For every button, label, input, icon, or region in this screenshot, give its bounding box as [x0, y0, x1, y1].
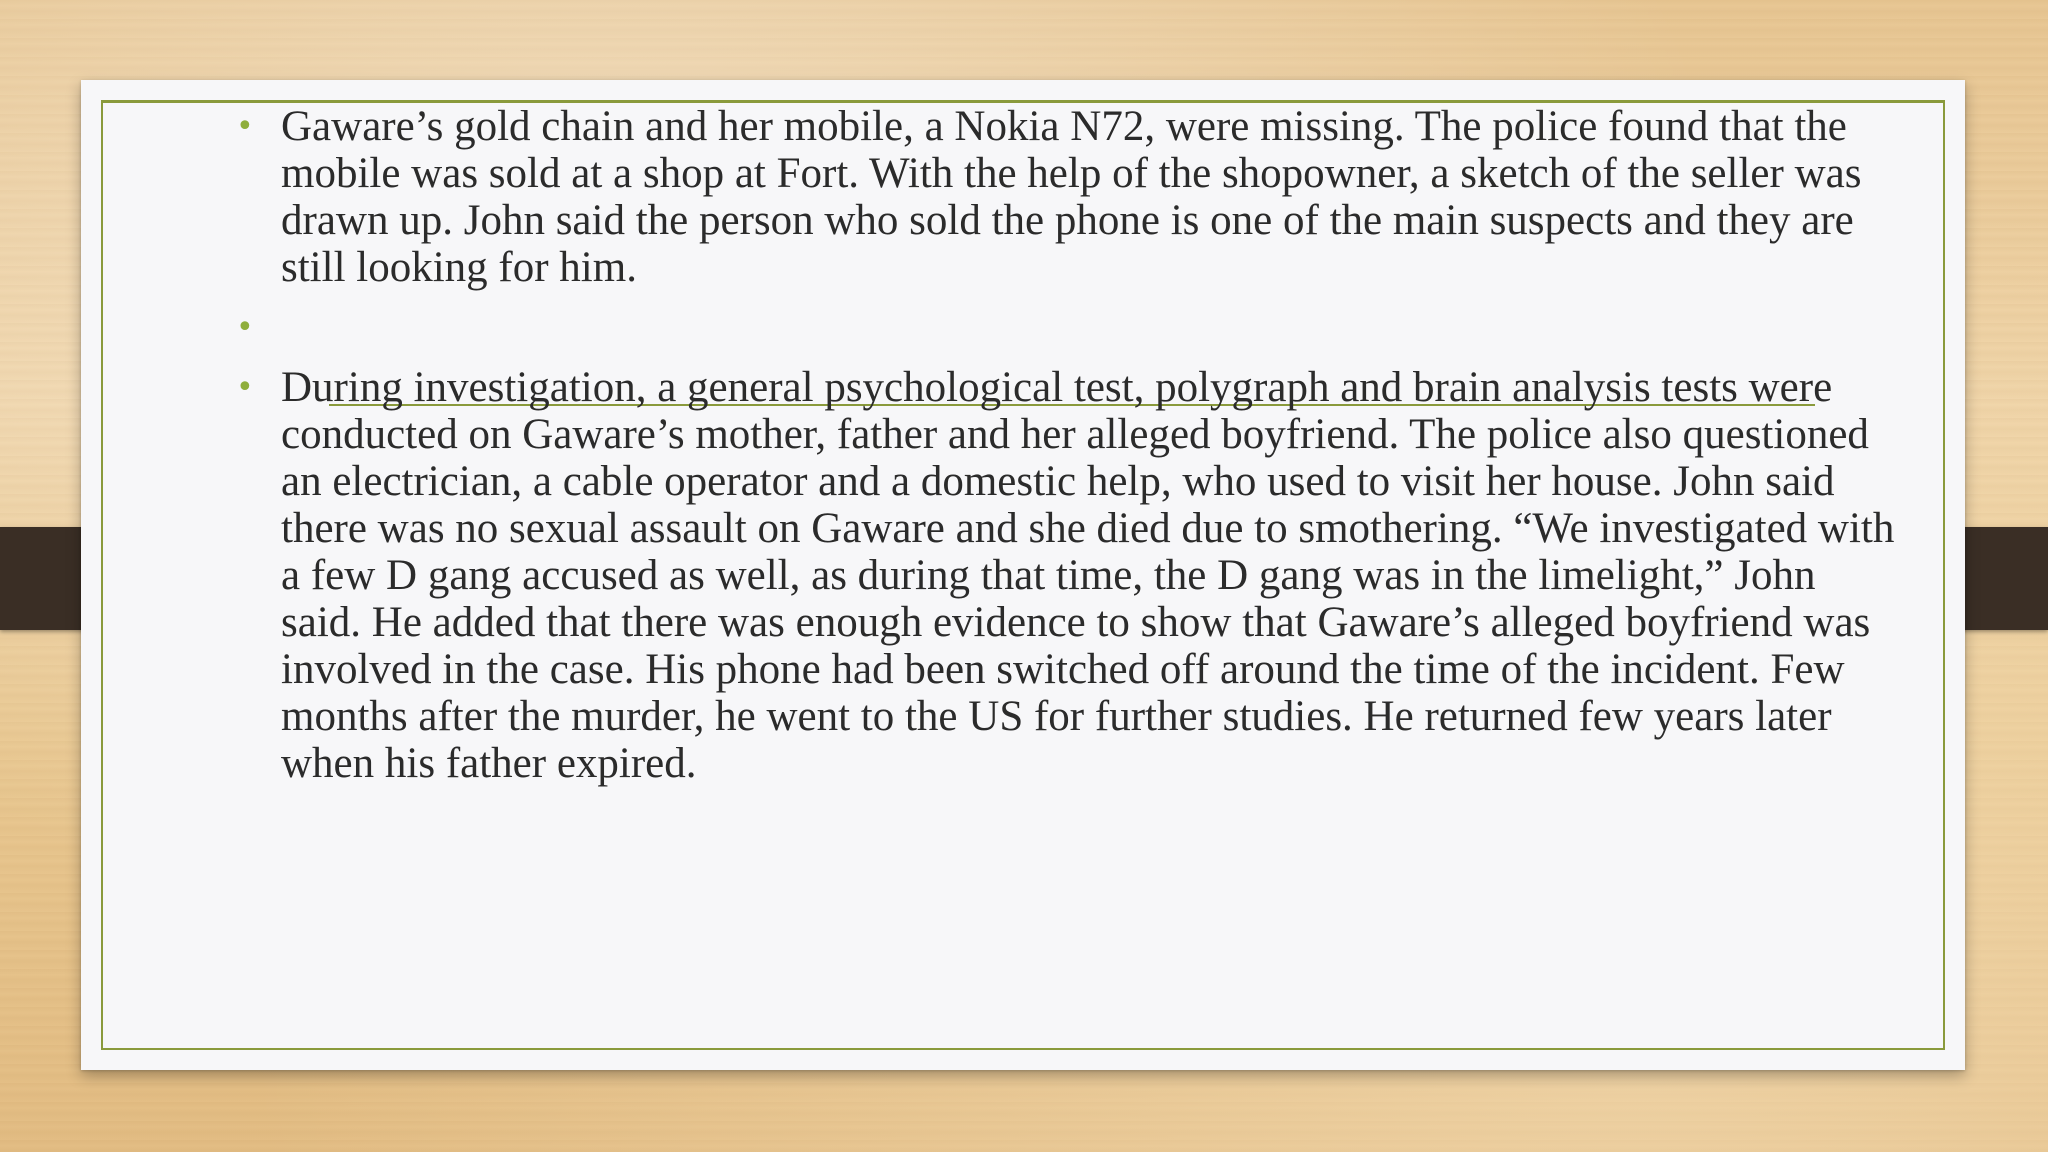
bullet-text: During investigation, a general psychological test, polygraph and brain analysis tests were conducted on Gaware’s mother, father and her alleged boyfriend. The police also questioned an electrician, a cable operator and a domestic help, who used to visit her house. John said there was no sexual assault on Gaware and she died due to smothering. “We investigated with a few D gang accused as well, as during that time, the D gang was in the limelight,” John said. He added that there was enough evidence to show that Gaware’s alleged boyfriend was involved in the case. His phone had been switched off around the time of the incident. Few months after the murder, he went to the US for further studies. He returned few years later when his father expired. — [281, 364, 1895, 787]
bullet-dot: • — [236, 109, 254, 144]
bullet-item — [231, 364, 1901, 787]
bullet-text: Gaware’s gold chain and her mobile, a Nokia N72, were missing. The police found that the mobile was sold at a shop at Fort. With the help of the shopowner, a sketch of the seller was drawn up. John said the person who sold the phone is one of the main suspects and they are still looking for him. — [281, 103, 1862, 291]
bullet-dot: • — [236, 370, 254, 405]
bullet-list — [231, 103, 1901, 787]
bullet-item — [231, 103, 1901, 291]
slide-card — [81, 80, 1965, 1070]
bullet-dot: • — [236, 310, 254, 345]
bullet-item-empty — [231, 304, 1901, 351]
